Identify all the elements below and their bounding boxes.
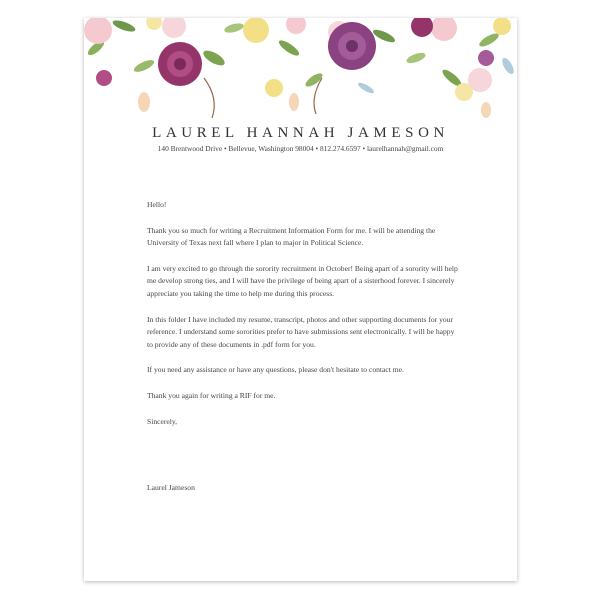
paragraph: If you need any assistance or have any questions, please don't hesitate to contact me. (147, 365, 404, 375)
paragraph: Thank you so much for writing a Recruitment Information Form for me. I will be attending the University of Texas next fall where I plan to major in Political Science. (147, 225, 436, 248)
closing: Sincerely, (147, 416, 178, 426)
email: laurelhannah@gmail.com (366, 144, 444, 153)
sender-name: LAUREL HANNAH JAMESON (152, 125, 449, 141)
greeting: Hello! (147, 200, 167, 209)
separator: • (360, 144, 367, 153)
phone: 812.274.6597 (320, 144, 361, 153)
address: 140 Brentwood Drive (157, 144, 223, 153)
separator: • (313, 144, 320, 153)
city: Bellevue, Washington 98004 (228, 144, 314, 153)
contact-line (84, 144, 517, 153)
signature-name: Laurel Jameson (147, 483, 195, 492)
letter-page (84, 18, 517, 581)
floral-header-illustration (84, 18, 517, 130)
letter-body (147, 199, 459, 441)
paragraph: In this folder I have included my resume, transcript, photos and other supporting documents for your reference. I understand some sororities prefer to have submissions sent electronically. I will be happy to provide any of these documents in .pdf form for you. (147, 314, 455, 349)
paragraph: Thank you again for writing a RIF for me. (147, 390, 276, 400)
separator: • (222, 144, 229, 153)
paragraph: I am very excited to go through the sorority recruitment in October! Being apart of a sorority will help me develop strong ties, and I will have the privilege of being apart of a sisterhood forever. I sincerely appreciate you taking the time to help me during this process. (147, 263, 458, 298)
